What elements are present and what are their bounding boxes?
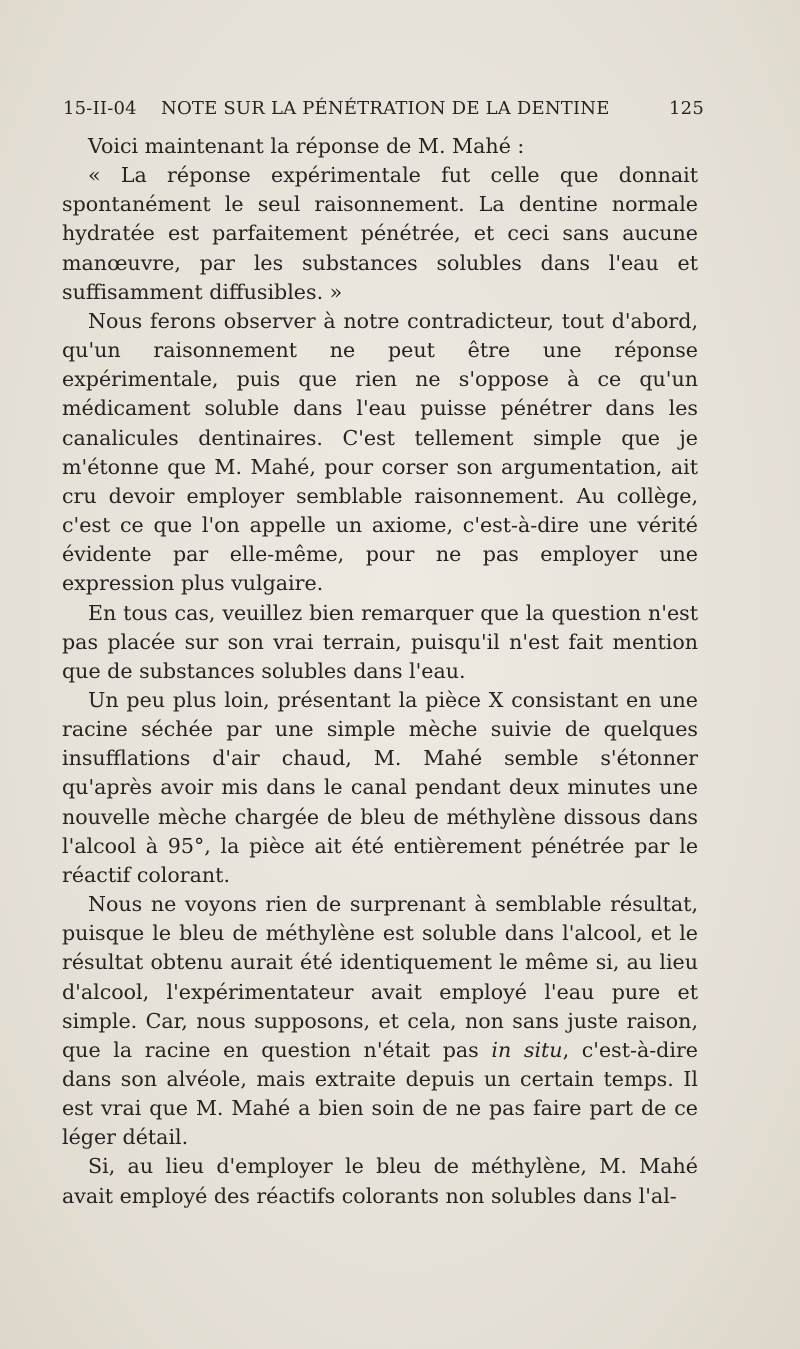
page-number: 125 <box>669 98 704 119</box>
header-date: 15-II-04 <box>63 98 137 119</box>
paragraph-quotation: « La réponse expérimentale fut celle que donnait spontanément le seul raisonnement. La dentine normale hydratée est parfaitement pénétrée, et ceci sans aucune manœuvre, par les substances solubles dans l'eau et suffisamment diffusibles. » <box>62 163 698 304</box>
paragraph-result-after: , c'est-à-dire dans son alvéole, mais extraite depuis un certain temps. Il est vrai que M. Mahé a bien soin de ne pas faire part de ce léger détail. <box>62 1037 698 1150</box>
paragraph-intro: Voici maintenant la réponse de M. Mahé : <box>88 134 525 158</box>
paragraph-specimen: Un peu plus loin, présentant la pièce X consistant en une racine séchée par une simple mèche suivie de quelques insufflations d'air chaud, M. Mahé semble s'étonner qu'après avoir mis dans le canal pendant deux minutes une nouvelle mèche chargée de bleu de méthylène dissous dans l'alcool à 95°, la pièce ait été entièrement pénétrée par le réactif colorant. <box>62 687 698 887</box>
paragraph-result <box>62 890 698 1152</box>
paragraph-conclusion: Si, au lieu d'employer le bleu de méthylène, M. Mahé avait employé des réactifs colorants non solubles dans l'al- <box>62 1154 698 1208</box>
paragraph-result-before: Nous ne voyons rien de surprenant à semblable résultat, puisque le bleu de méthylène est soluble dans l'alcool, et le résultat obtenu aurait été identiquement le même si, au lieu d'alcool, l'expérimentateur avait employé l'eau pure et simple. Car, nous supposons, et cela, non sans juste raison, que la racine en question n'était pas <box>62 892 698 1062</box>
header-title: NOTE SUR LA PÉNÉTRATION DE LA DENTINE <box>161 98 610 119</box>
running-header <box>63 98 706 126</box>
italic-phrase: in situ <box>491 1037 563 1062</box>
paragraph-question: En tous cas, veuillez bien remarquer que la question n'est pas placée sur son vrai terrain, puisqu'il n'est fait mention que de substances solubles dans l'eau. <box>62 600 698 683</box>
body-text <box>62 132 698 1211</box>
paragraph-reasoning: Nous ferons observer à notre contradicteur, tout d'abord, qu'un raisonnement ne peut être une réponse expérimentale, puis que rien ne s'oppose à ce qu'un médicament soluble dans l'eau puisse pénétrer dans les canalicules dentinaires. C'est tellement simple que je m'étonne que M. Mahé, pour corser son argumentation, ait cru devoir employer semblable raisonnement. Au collège, c'est ce que l'on appelle un axiome, c'est-à-dire une vérité évidente par elle-même, pour ne pas employer une expression plus vulgaire. <box>62 308 698 596</box>
